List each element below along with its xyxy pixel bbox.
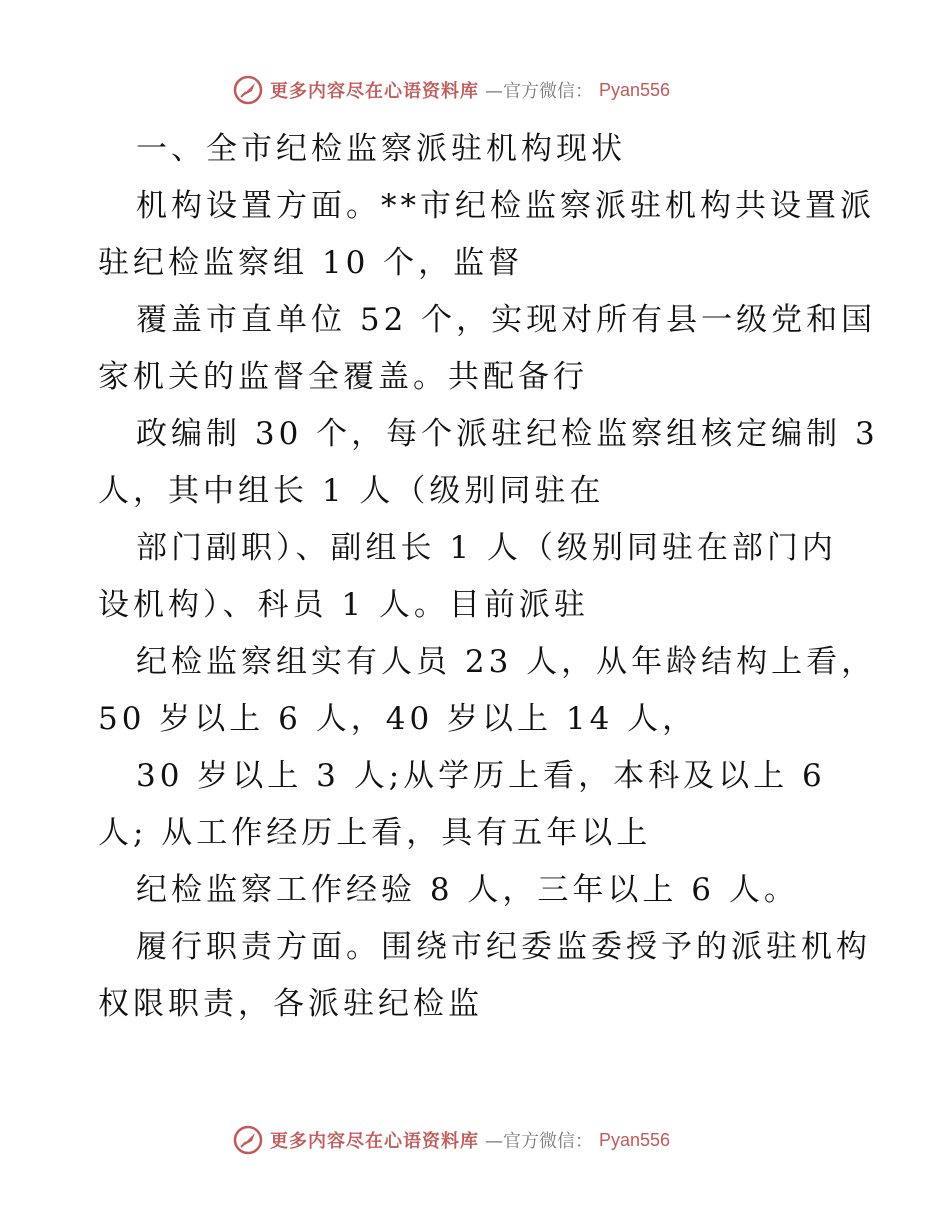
- paragraph-line: 部门副职）、副组长 1 人（级别同驻在部门内: [136, 530, 837, 566]
- paragraph-line: 30 岁以上 3 人;从学历上看，本科及以上 6: [136, 758, 826, 794]
- paragraph-line: 家机关的监督全覆盖。共配备行: [98, 359, 588, 395]
- watermark-id: Pyan556: [599, 79, 671, 100]
- watermark-id: Pyan556: [599, 1129, 671, 1150]
- paragraph-line: 50 岁以上 6 人，40 岁以上 14 人，: [98, 701, 698, 737]
- paragraph-line: 纪检监察工作经验 8 人，三年以上 6 人。: [136, 872, 799, 908]
- paragraph-line: 纪检监察组实有人员 23 人，从年龄结构上看，: [136, 644, 877, 680]
- watermark-separator: —官方微信：: [485, 81, 593, 102]
- paragraph-line: 人; 从工作经历上看，具有五年以上: [98, 815, 652, 851]
- paragraph-line: 覆盖市直单位 52 个，实现对所有县一级党和国: [136, 302, 877, 338]
- watermark-text: 更多内容尽在心语资料库: [270, 1131, 479, 1152]
- watermark-separator: —官方微信：: [485, 1131, 593, 1152]
- section-heading: 一、全市纪检监察派驻机构现状: [136, 131, 626, 167]
- paragraph-line: 设机构）、科员 1 人。目前派驻: [98, 587, 589, 623]
- watermark-text: 更多内容尽在心语资料库: [270, 81, 479, 102]
- paragraph-line: 权限职责，各派驻纪检监: [98, 986, 483, 1022]
- quill-logo-icon: [232, 1124, 264, 1156]
- footer-watermark: [232, 1122, 752, 1158]
- paragraph-line: 机构设置方面。**市纪检监察派驻机构共设置派: [136, 188, 875, 224]
- header-watermark: [232, 72, 752, 108]
- paragraph-line: 履行职责方面。围绕市纪委监委授予的派驻机构: [136, 929, 871, 965]
- paragraph-line: 政编制 30 个，每个派驻纪检监察组核定编制 3: [136, 416, 879, 452]
- paragraph-line: 驻纪检监察组 10 个，监督: [98, 245, 524, 281]
- quill-logo-icon: [232, 74, 264, 106]
- paragraph-line: 人，其中组长 1 人（级别同驻在: [98, 473, 605, 509]
